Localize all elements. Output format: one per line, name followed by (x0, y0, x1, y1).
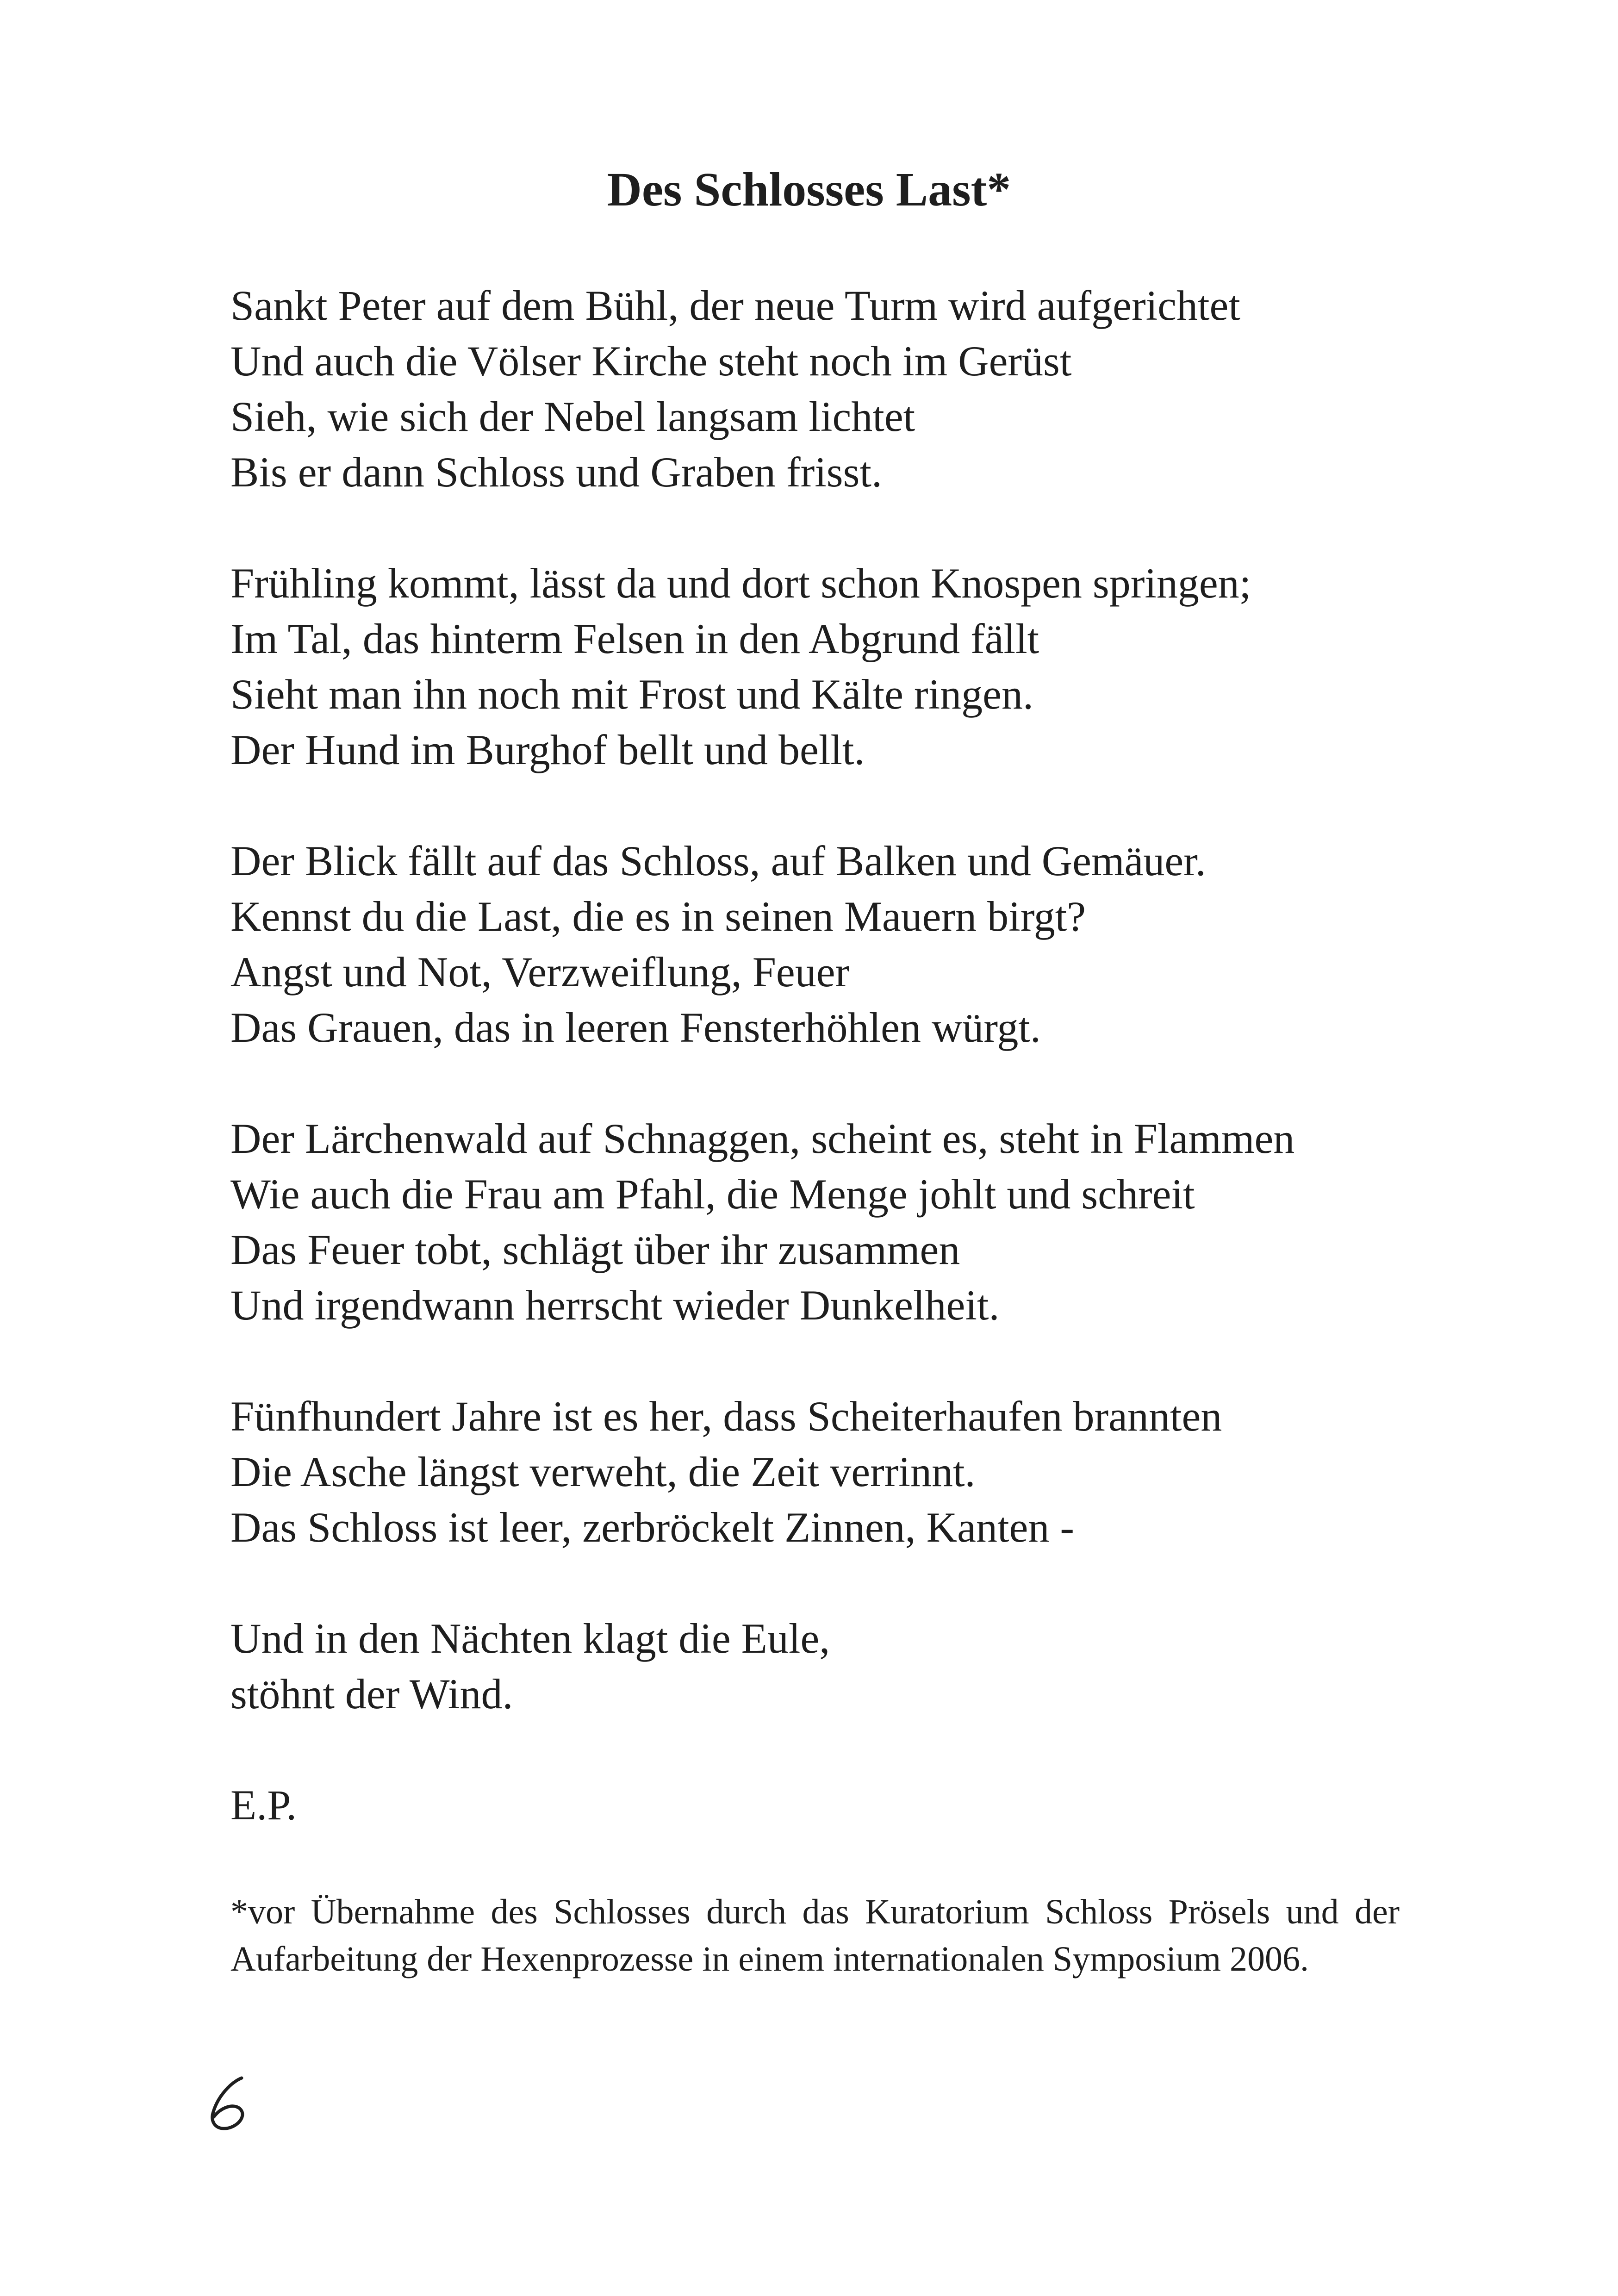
poem-line: Angst und Not, Verzweiflung, Feuer (230, 948, 850, 996)
poem-line: Sieht man ihn noch mit Frost und Kälte ringen. (230, 671, 1034, 718)
poem-line: Sieh, wie sich der Nebel langsam lichtet (230, 393, 915, 440)
stanza-4 (230, 1111, 1434, 1333)
poem-line: Und irgendwann herrscht wieder Dunkelheit. (230, 1282, 1000, 1329)
poem-line: Und auch die Völser Kirche steht noch im Gerüst (230, 337, 1072, 385)
poem-line: Die Asche längst verweht, die Zeit verrinnt. (230, 1448, 976, 1495)
poem-line: Der Blick fällt auf das Schloss, auf Balken und Gemäuer. (230, 837, 1206, 884)
poem-line: Der Hund im Burghof bellt und bellt. (230, 726, 865, 773)
footnote: *vor Übernahme des Schlosses durch das Kuratorium Schloss Prösels und der Aufarbeitung der Hexenprozesse in einem internationalen Symposium 2006. (230, 1892, 1400, 1979)
poem-line: Fünfhundert Jahre ist es her, dass Scheiterhaufen brannten (230, 1393, 1222, 1440)
stanza-3 (230, 833, 1434, 1055)
stanza-5 (230, 1388, 1434, 1555)
poem-title: Des Schlosses Last* (607, 163, 1011, 216)
stanza-1 (230, 278, 1434, 500)
poem-line: Im Tal, das hinterm Felsen in den Abgrund fällt (230, 615, 1039, 662)
stanza-2 (230, 555, 1434, 778)
poem-line: Das Schloss ist leer, zerbröckelt Zinnen, Kanten - (230, 1504, 1074, 1551)
poem-line: Das Feuer tobt, schlägt über ihr zusammen (230, 1226, 960, 1273)
poem-line: stöhnt der Wind. (230, 1670, 513, 1717)
poem-line: Sankt Peter auf dem Bühl, der neue Turm wird aufgerichtet (230, 282, 1240, 329)
poem-line: Frühling kommt, lässt da und dort schon Knospen springen; (230, 560, 1251, 607)
poem-line: Wie auch die Frau am Pfahl, die Menge johlt und schreit (230, 1170, 1195, 1218)
poem-line: Und in den Nächten klagt die Eule, (230, 1615, 830, 1662)
poem-body (230, 278, 1434, 1833)
handwritten-page-number (204, 2069, 259, 2134)
poem-line: Das Grauen, das in leeren Fensterhöhlen würgt. (230, 1004, 1041, 1051)
poem-line: Bis er dann Schloss und Graben frisst. (230, 448, 882, 496)
stanza-6 (230, 1611, 1434, 1722)
poem-line: Der Lärchenwald auf Schnaggen, scheint es, steht in Flammen (230, 1115, 1295, 1162)
poem-line: Kennst du die Last, die es in seinen Mauern birgt? (230, 893, 1086, 940)
author-signature: E.P. (230, 1781, 297, 1829)
